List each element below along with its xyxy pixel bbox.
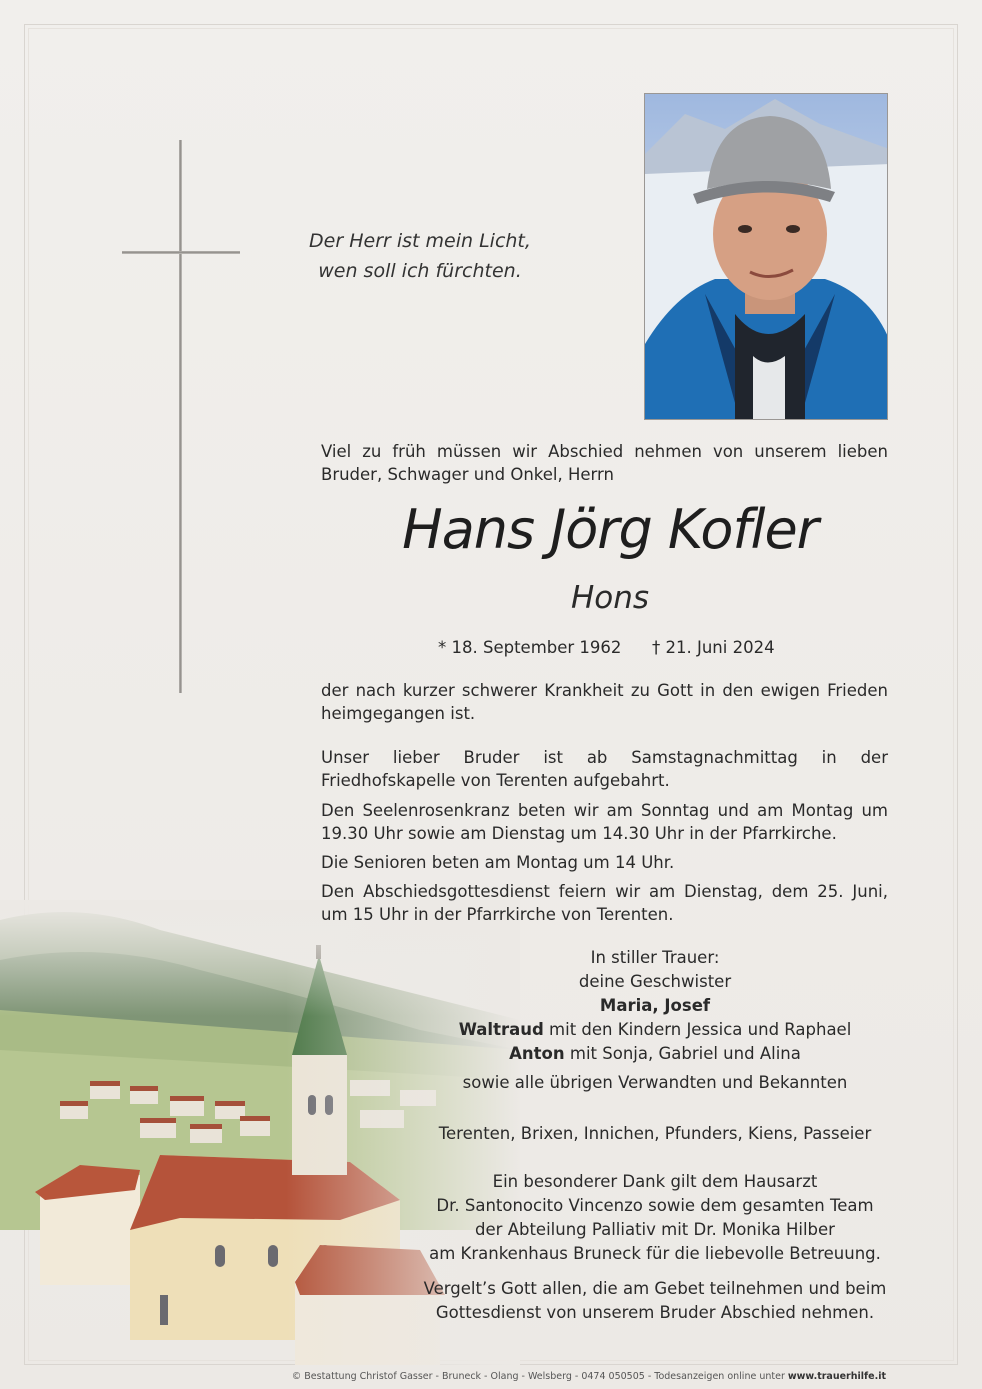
footer-line xyxy=(292,1371,886,1382)
mourner-anton: Anton xyxy=(509,1044,565,1063)
thanks-line-4: am Krankenhaus Bruneck für die liebevolle Betreuung. xyxy=(429,1244,881,1263)
arrangement-4: Den Abschiedsgottesdienst feiern wir am Dienstag, dem 25. Juni, um 15 Uhr in der Pfarrkirche von Terenten. xyxy=(321,882,888,924)
mourner-waltraud-family: mit den Kindern Jessica und Raphael xyxy=(543,1020,852,1039)
portrait-photo xyxy=(644,93,888,420)
arrangement-2: Den Seelenrosenkranz beten wir am Sonntag und am Montag um 19.30 Uhr sowie am Dienstag um 14.30 Uhr in der Pfarrkirche. xyxy=(321,801,888,843)
closing-line-1: Vergelt’s Gott allen, die am Gebet teilnehmen und beim xyxy=(423,1279,887,1298)
thanks-line-2: Dr. Santonocito Vincenzo sowie dem gesamten Team xyxy=(436,1196,874,1215)
mourner-line-anton xyxy=(400,1042,910,1066)
intro-text: Viel zu früh müssen wir Abschied nehmen von unserem lieben Bruder, Schwager und Onkel, Herrn xyxy=(321,442,888,484)
mourner-anton-family: mit Sonja, Gabriel und Alina xyxy=(564,1044,801,1063)
passing-text: der nach kurzer schwerer Krankheit zu Gott in den ewigen Frieden heimgegangen ist. xyxy=(321,681,888,723)
cross-vertical-beam xyxy=(179,140,182,693)
footer-website-link[interactable]: www.trauerhilfe.it xyxy=(787,1371,886,1382)
quote-line-1: Der Herr ist mein Licht, xyxy=(309,230,531,252)
mourners-block xyxy=(400,946,910,1095)
quote-line-2: wen soll ich fürchten. xyxy=(318,260,522,282)
deceased-name: Hans Jörg Kofler xyxy=(402,498,818,561)
closing-line-2: Gottesdienst von unserem Bruder Abschied nehmen. xyxy=(435,1303,875,1322)
life-dates xyxy=(320,638,900,662)
mourners-heading: In stiller Trauer: xyxy=(590,948,720,967)
mourners-others: sowie alle übrigen Verwandten und Bekannten xyxy=(462,1073,848,1092)
cross-horizontal-beam xyxy=(122,251,240,254)
mourner-line-maria xyxy=(400,994,910,1018)
places: Terenten, Brixen, Innichen, Pfunders, Kiens, Passeier xyxy=(438,1124,872,1143)
mourner-maria-josef: Maria, Josef xyxy=(599,996,711,1015)
siblings-label: deine Geschwister xyxy=(578,972,732,991)
deceased-nickname: Hons xyxy=(570,580,650,616)
mourner-waltraud: Waltraud xyxy=(458,1020,544,1039)
thanks-block xyxy=(400,1170,910,1266)
bible-quote xyxy=(300,226,540,286)
arrangement-1: Unser lieber Bruder ist ab Samstagnachmittag in der Friedhofskapelle von Terenten aufgebahrt. xyxy=(321,748,888,790)
death-date: † 21. Juni 2024 xyxy=(652,638,775,657)
thanks-line-3: der Abteilung Palliativ mit Dr. Monika Hilber xyxy=(475,1220,835,1239)
closing-block xyxy=(400,1277,910,1325)
thanks-line-1: Ein besonderer Dank gilt dem Hausarzt xyxy=(492,1172,818,1191)
birth-date: * 18. September 1962 xyxy=(438,638,622,657)
arrangement-3: Die Senioren beten am Montag um 14 Uhr. xyxy=(321,853,675,872)
mourner-line-waltraud xyxy=(400,1018,910,1042)
footer-text: © Bestattung Christof Gasser - Bruneck - Olang - Welsberg - 0474 050505 - Todesanzeigen online unter xyxy=(291,1371,788,1382)
